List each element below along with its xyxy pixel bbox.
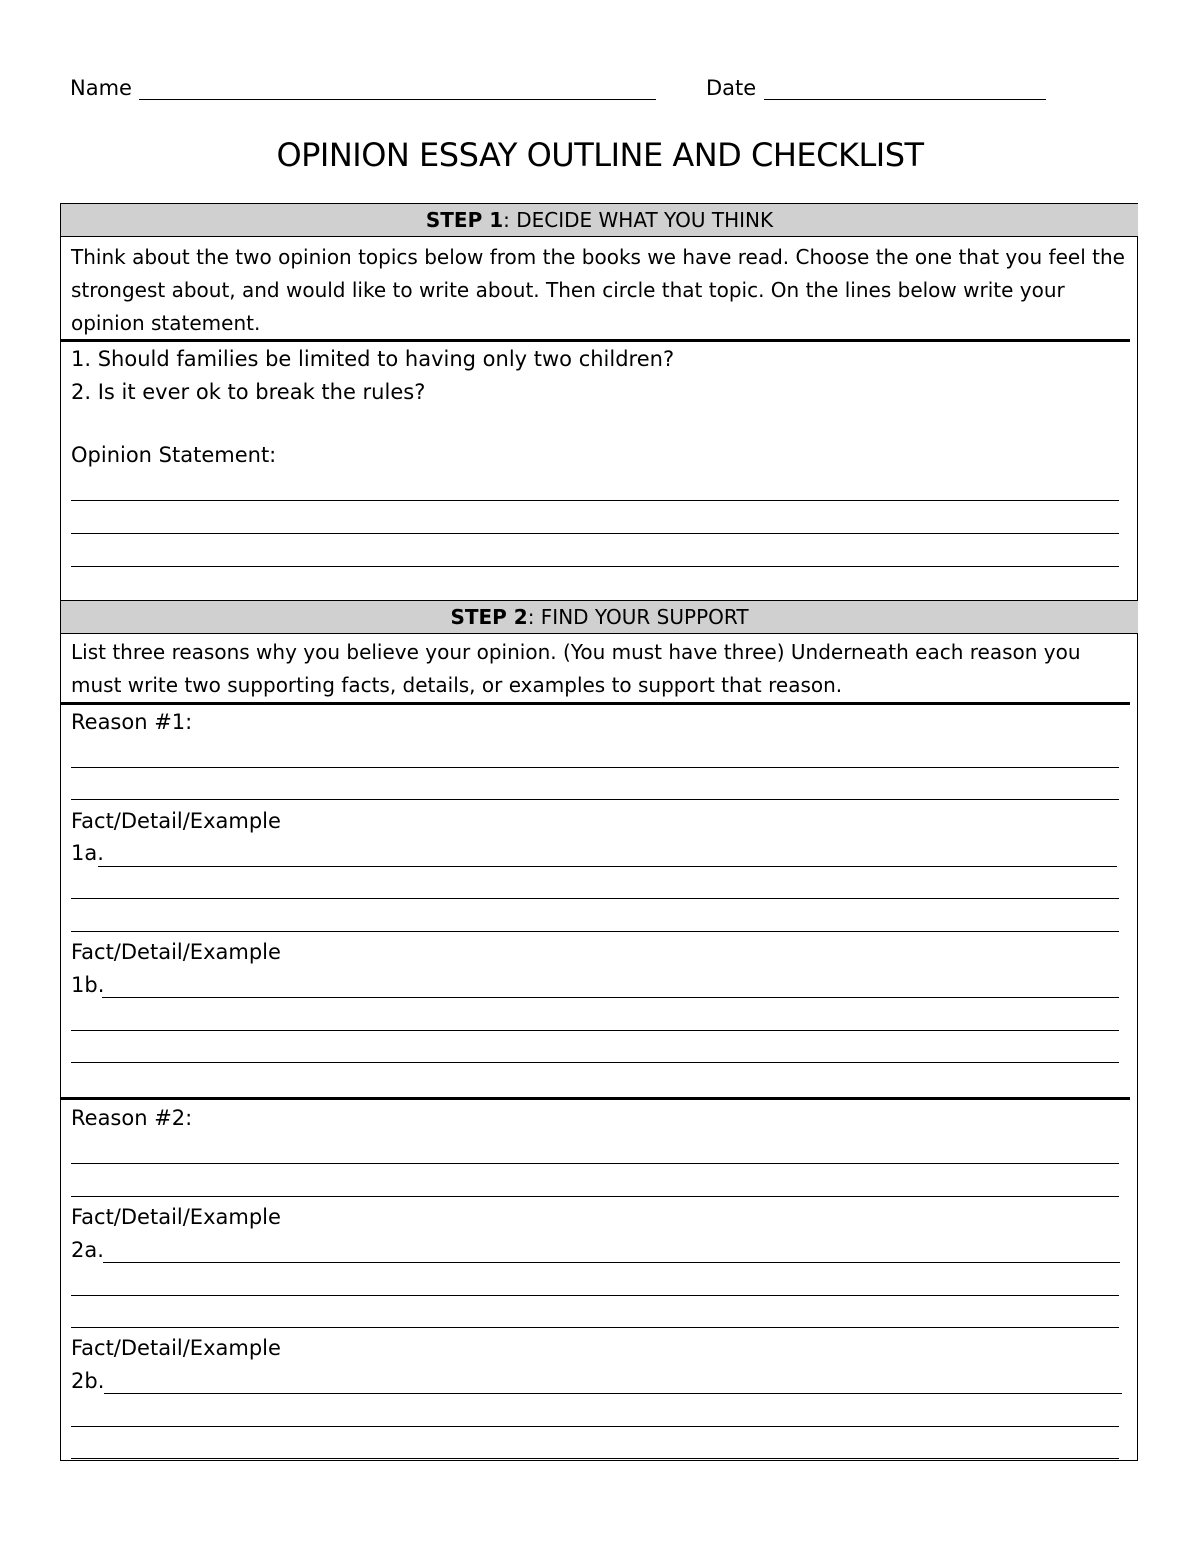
item-2a-write-line[interactable] [71,1295,1119,1296]
step2-heading-bold: STEP 2 [450,605,528,629]
item-2a-write-line[interactable] [103,1262,1120,1263]
opinion-statement-label: Opinion Statement: [71,443,277,467]
item-2a-label: 2a. [71,1238,104,1262]
step1-heading-bold: STEP 1 [425,208,504,232]
page-title: OPINION ESSAY OUTLINE AND CHECKLIST [276,136,924,174]
item-2b-label: 2b. [71,1369,105,1393]
step2-heading [61,600,1138,634]
item-2b-write-line[interactable] [71,1458,1119,1459]
fact-label-2a: Fact/Detail/Example [71,1205,281,1229]
item-1b-write-line[interactable] [71,1030,1119,1031]
reason2-write-line[interactable] [71,1163,1119,1164]
fact-label-1a: Fact/Detail/Example [71,809,281,833]
step1-divider [61,339,1130,342]
item-2a-write-line[interactable] [71,1327,1119,1328]
step1-heading [61,204,1138,237]
date-label: Date [706,76,757,100]
opinion-write-line[interactable] [71,500,1119,501]
step2-divider [61,702,1130,705]
topic-2: 2. Is it ever ok to break the rules? [71,380,426,404]
opinion-write-line[interactable] [71,566,1119,567]
name-field-line[interactable] [139,99,656,100]
opinion-write-line[interactable] [71,533,1119,534]
step1-heading-rest: : DECIDE WHAT YOU THINK [503,208,774,232]
reason1-label: Reason #1: [71,710,193,734]
item-1b-write-line[interactable] [102,997,1119,998]
reason1-write-line[interactable] [71,767,1119,768]
step1-instructions: Think about the two opinion topics below from the books we have read. Choose the one that you feel the strongest about, and would like to write about. Then circle that topic. On the lines below write your opinion statement. [71,245,1125,335]
step2-instructions: List three reasons why you believe your opinion. (You must have three) Underneath each reason you must write two supporting facts, details, or examples to support that reason. [71,640,1081,697]
item-1b-label: 1b. [71,973,105,997]
fact-label-2b: Fact/Detail/Example [71,1336,281,1360]
reason2-write-line[interactable] [71,1196,1119,1197]
reason-divider [61,1097,1130,1100]
name-label: Name [70,76,132,100]
topic-1: 1. Should families be limited to having only two children? [71,347,675,371]
reason2-label: Reason #2: [71,1106,193,1130]
reason1-write-line[interactable] [71,799,1119,800]
step2-heading-rest: : FIND YOUR SUPPORT [527,605,749,629]
item-1a-write-line[interactable] [98,866,1117,867]
fact-label-1b: Fact/Detail/Example [71,940,281,964]
item-1b-write-line[interactable] [71,1062,1119,1063]
item-2b-write-line[interactable] [104,1393,1122,1394]
item-2b-write-line[interactable] [71,1426,1119,1427]
date-field-line[interactable] [764,99,1046,100]
item-1a-write-line[interactable] [71,898,1119,899]
item-1a-write-line[interactable] [71,931,1119,932]
item-1a-label: 1a. [71,841,104,865]
